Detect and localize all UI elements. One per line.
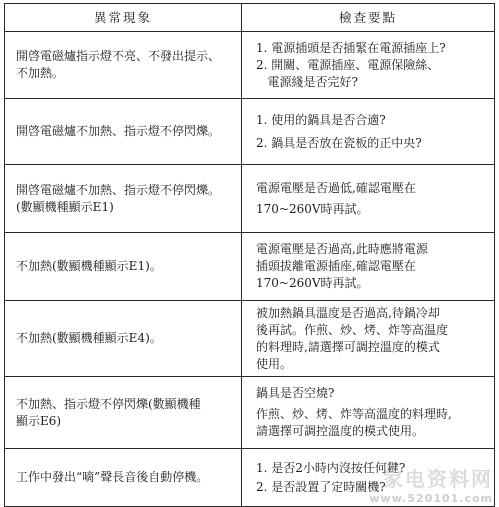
check-cell: [242, 233, 495, 301]
check-cell: [242, 449, 495, 507]
check-text: 鍋具是否空燒?: [256, 386, 335, 400]
table-row: [5, 99, 495, 165]
check-text: 請選擇可調控溫度的模式使用。: [256, 424, 425, 438]
check-text: 使用。: [256, 356, 293, 371]
check-text: 1. 使用的鍋具是否合適?: [256, 112, 386, 127]
check-text: 電源電壓是否過低,確認電壓在: [256, 180, 416, 195]
check-text: 170~260V時再試。: [256, 201, 369, 216]
symptom-cell: [5, 301, 242, 377]
check-cell: [242, 165, 495, 233]
check-text: 1. 電源插頭是否插緊在電源插座上?: [256, 40, 446, 55]
check-cell: [242, 377, 495, 449]
header-symptom: 異常現象: [5, 4, 242, 32]
table-row: [5, 449, 495, 507]
symptom-cell: [5, 32, 242, 99]
table-row: [5, 32, 495, 99]
check-text: 後再試。作煎、炒、烤、炸等高温度: [256, 322, 449, 337]
symptom-cell: [5, 99, 242, 165]
table-row: [5, 377, 495, 449]
symptom-cell: [5, 377, 242, 449]
check-text: 作煎、炒、烤、炸等高溫度的料理時,: [256, 407, 452, 421]
troubleshooting-table: [4, 3, 495, 507]
symptom-text: 不加熱(數顯機種顯示E1)。: [16, 259, 162, 273]
watermark-text: 家电资料网: [383, 467, 493, 491]
header-checkpoints: 檢查要點: [242, 4, 495, 32]
check-text: 2. 開關、電源插座、電源保險絲、: [256, 57, 440, 72]
table-row: [5, 165, 495, 233]
check-text: 電源電壓是否過高,此時應將電源: [256, 242, 428, 256]
check-text: 1. 是否2小時内沒按任何鍵?: [256, 460, 406, 475]
table-row: [5, 301, 495, 377]
symptom-text: 不加熱(數顯機種顯示E4)。: [16, 331, 162, 345]
symptom-text: 顯示E6): [16, 413, 62, 428]
check-text: 2. 是否設置了定時關機?: [256, 479, 386, 494]
symptom-cell: [5, 233, 242, 301]
check-cell: [242, 301, 495, 377]
symptom-text: 不加熱。: [16, 66, 65, 80]
check-text: 電源綫是否完好?: [256, 74, 358, 89]
symptom-text: 開啓電磁爐不加熱、指示燈不停閃爍。: [16, 182, 221, 197]
symptom-text: 不加熱、指示燈不停閃爍(數顯機種: [16, 396, 201, 411]
check-text: 170~260V時再試。: [256, 276, 369, 290]
check-text: 2. 鍋具是否放在瓷板的正中央?: [256, 135, 422, 150]
symptom-text: 開啓電磁爐指示燈不亮、不發出提示、: [16, 49, 221, 63]
header-row: [5, 4, 495, 32]
symptom-cell: [5, 165, 242, 233]
check-text: 被加熱鍋具溫度是否過高,待鍋冷却: [256, 305, 440, 320]
symptom-text: (數顯機種顯示E1): [16, 199, 114, 214]
symptom-text: 工作中發出“嘀”聲長音後自動停機。: [16, 470, 209, 484]
table-row: [5, 233, 495, 301]
check-text: 插頭拔離電源插座,確認電壓在: [256, 259, 416, 273]
symptom-text: 開啓電磁爐不加熱、指示燈不停閃爍。: [16, 124, 221, 138]
check-cell: [242, 32, 495, 99]
check-text: 的料理時,請選擇可調控溫度的模式: [256, 339, 440, 354]
symptom-cell: [5, 449, 242, 507]
check-cell: [242, 99, 495, 165]
watermark-url: www.520101.com: [369, 492, 493, 505]
